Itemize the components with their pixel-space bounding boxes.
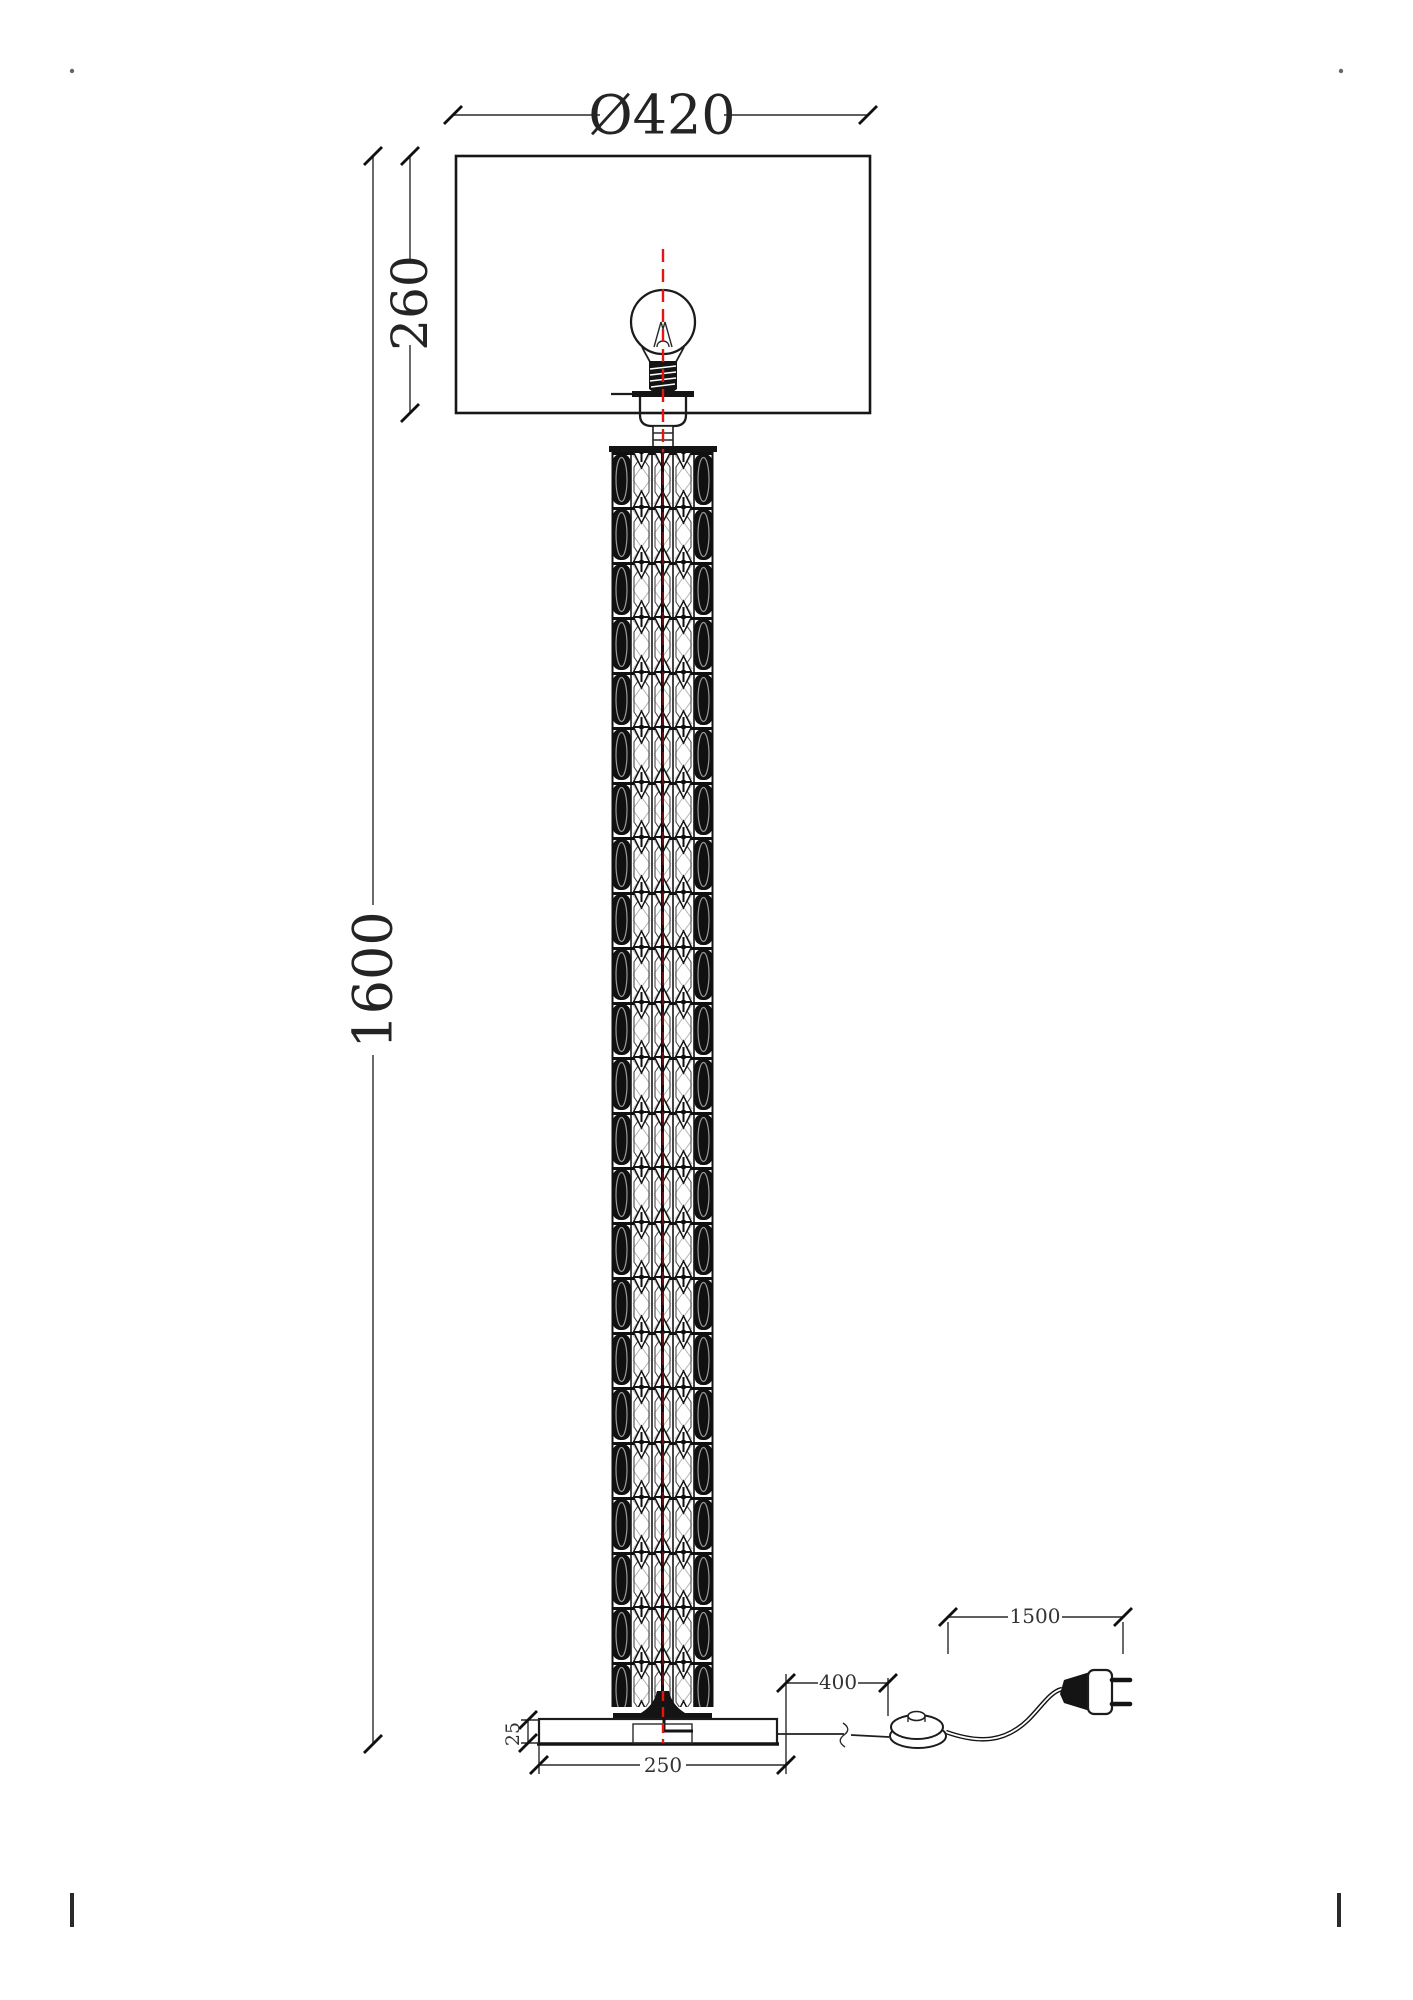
plug-head <box>1088 1670 1112 1714</box>
total-height-label: 1600 <box>341 911 405 1049</box>
dim-shade-diameter <box>444 84 877 147</box>
corner-dot-top-left <box>70 69 74 73</box>
shade-height-label: 260 <box>381 255 439 351</box>
dim-total-height <box>342 147 405 1753</box>
dim-shade-height <box>381 147 439 422</box>
corner-bar-bottom-left <box>70 1893 74 1927</box>
dim-base-thickness <box>502 1711 539 1752</box>
plug-body <box>1060 1672 1090 1711</box>
cord-break-mark <box>840 1723 848 1747</box>
corner-bar-bottom-right <box>1337 1893 1341 1927</box>
dim-cord-1500 <box>939 1604 1132 1654</box>
shade-diameter-label: Ø420 <box>588 83 736 147</box>
foot-switch <box>890 1712 946 1749</box>
corner-dot-top-right <box>1339 69 1343 73</box>
dim-cord-400 <box>777 1670 897 1716</box>
base-width-label: 250 <box>643 1753 683 1777</box>
base-to-switch-label: 400 <box>818 1670 858 1694</box>
socket-harp <box>611 391 694 447</box>
switch-button <box>908 1712 925 1721</box>
switch-to-plug-label: 1500 <box>1009 1604 1061 1628</box>
base-thickness-label: 25 <box>502 1721 524 1747</box>
power-plug <box>1060 1670 1130 1714</box>
